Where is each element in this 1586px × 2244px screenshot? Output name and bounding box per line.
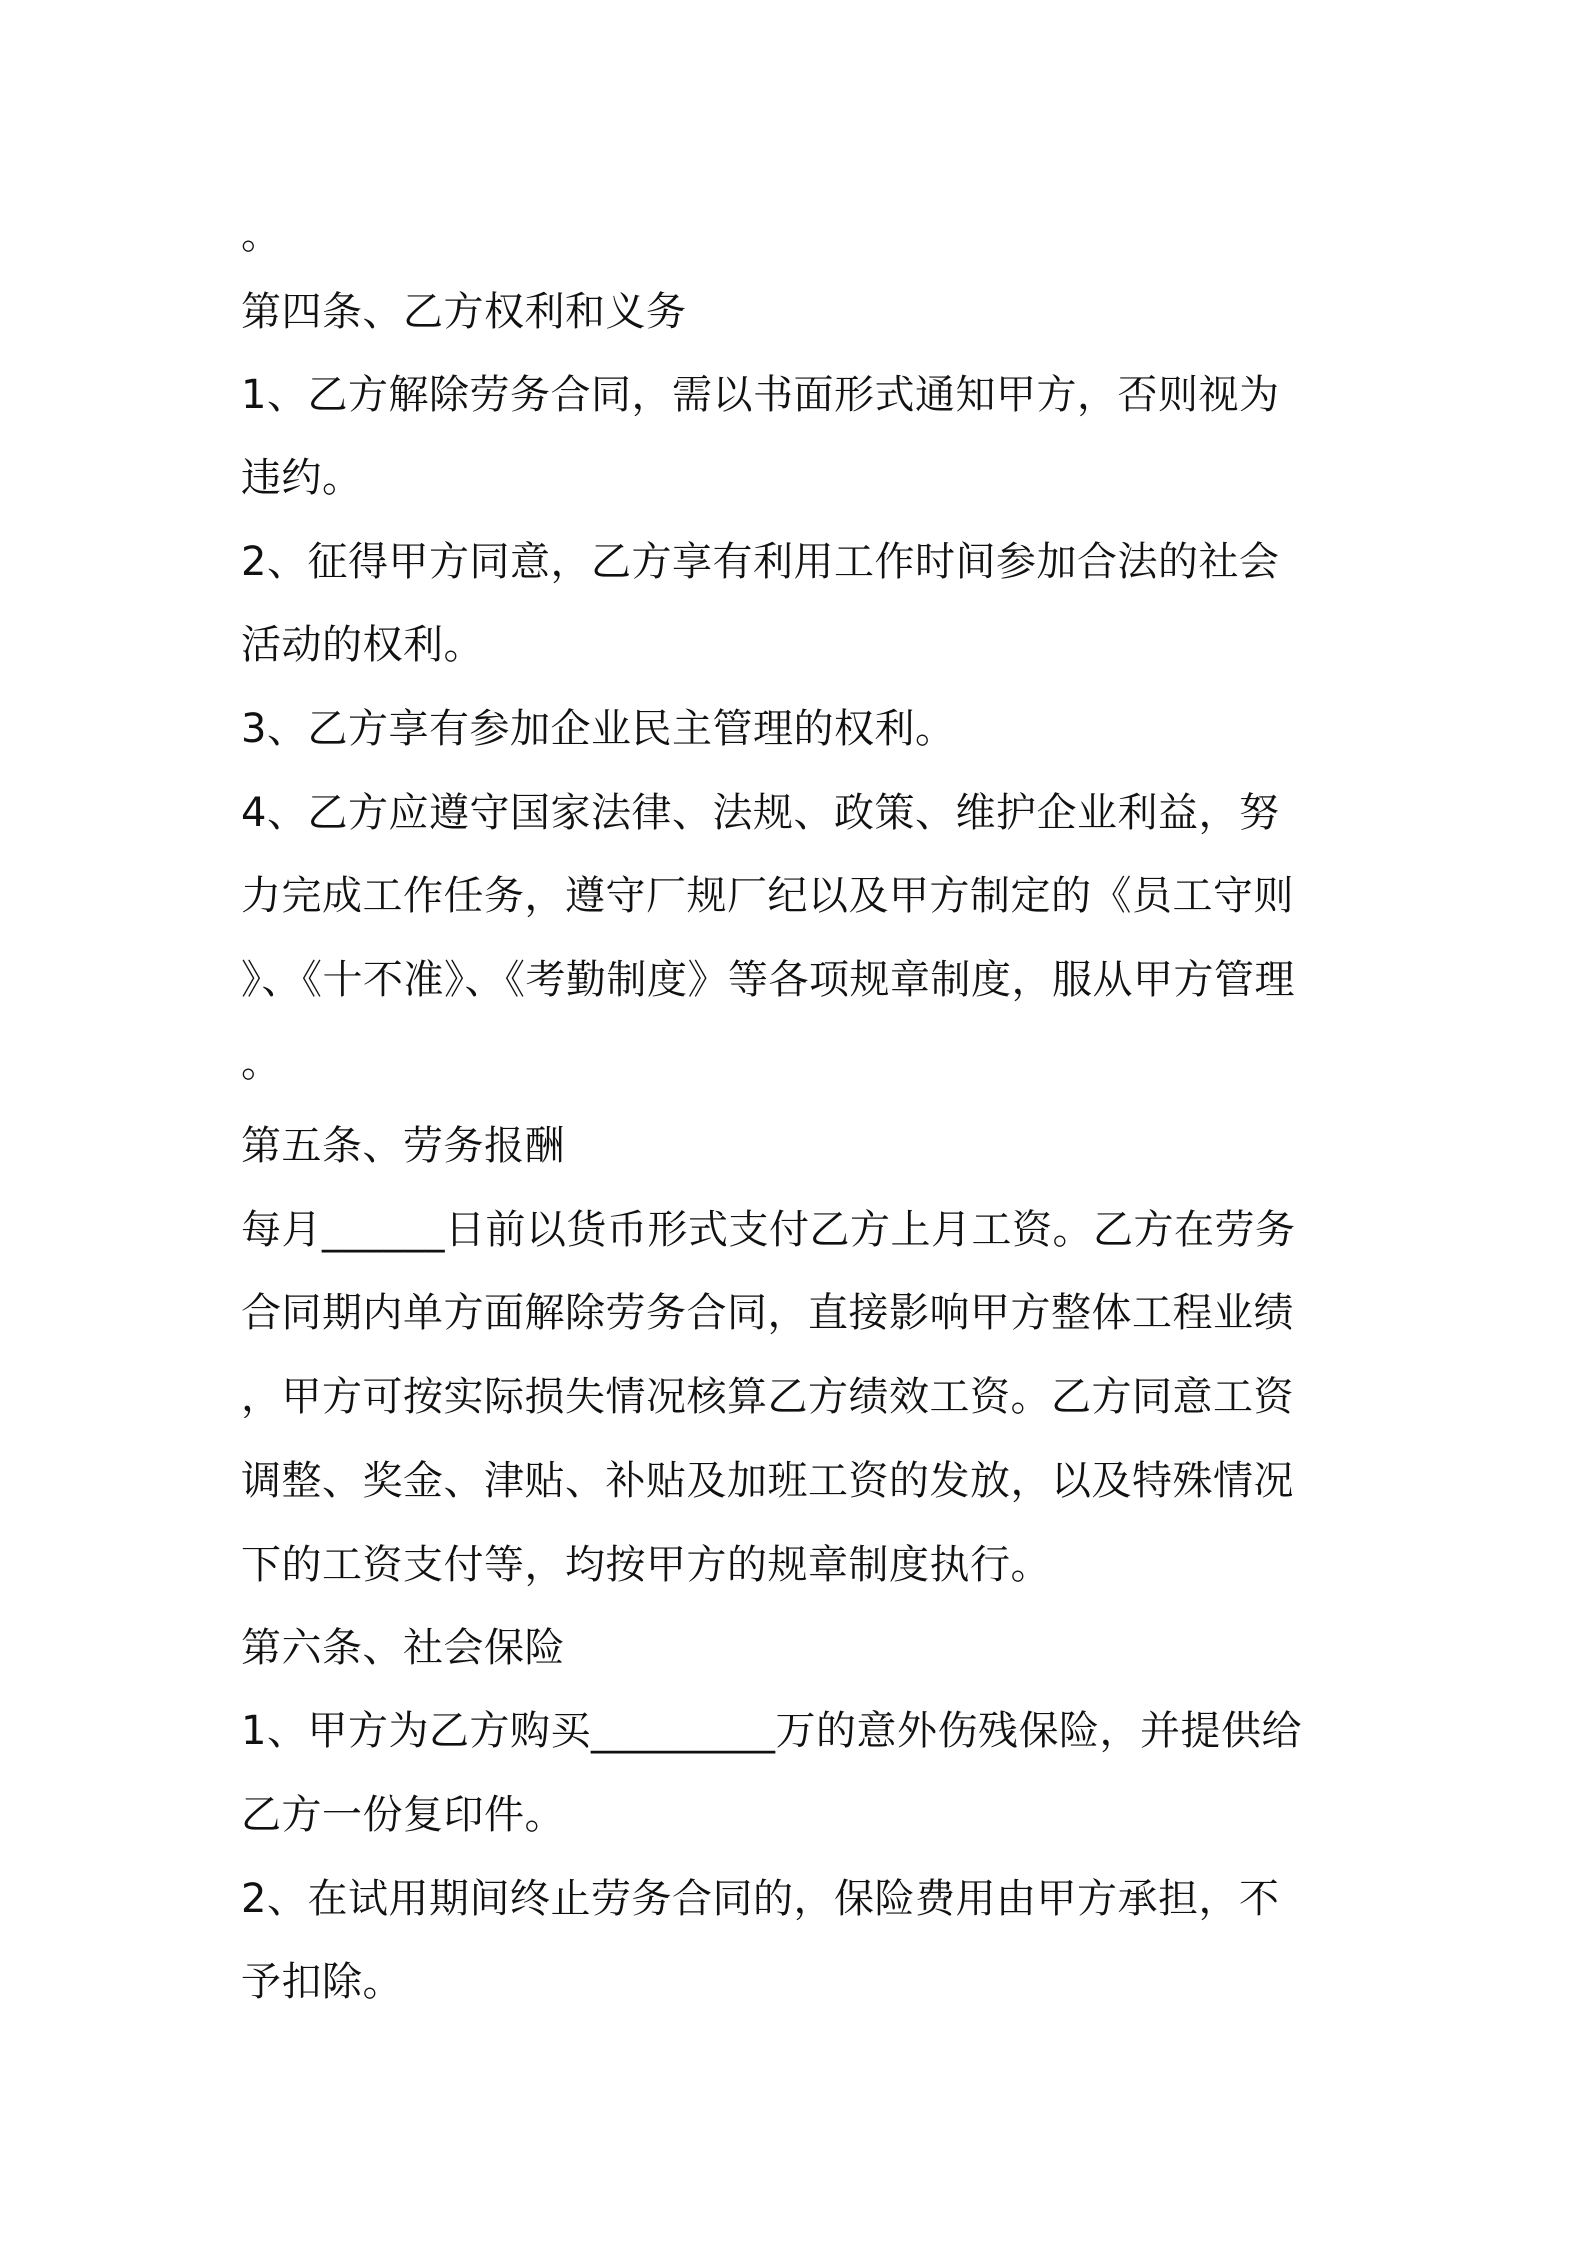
text-line: 3、乙方享有参加企业民主管理的权利。 (241, 706, 956, 752)
text-line: 每月______日前以货币形式支付乙方上月工资。乙方在劳务 (241, 1207, 1296, 1253)
text-line: 》、《十不准》、《考勤制度》等各项规章制度，服从甲方管理 (241, 957, 1295, 1003)
text-line: ，甲方可按实际损失情况核算乙方绩效工资。乙方同意工资 (241, 1374, 1294, 1420)
text-line: 2、征得甲方同意，乙方享有利用工作时间参加合法的社会 (241, 539, 1280, 585)
section-heading: 第六条、社会保险 (241, 1625, 565, 1671)
text-line: 调整、奖金、津贴、补贴及加班工资的发放，以及特殊情况 (241, 1458, 1294, 1504)
text-line: 违约。 (241, 455, 363, 501)
section-heading: 第五条、劳务报酬 (241, 1123, 565, 1169)
text-line: 力完成工作任务，遵守厂规厂纪以及甲方制定的《员工守则 (241, 873, 1294, 919)
text-line: 4、乙方应遵守国家法律、法规、政策、维护企业利益，努 (241, 790, 1280, 836)
text-line: 乙方一份复印件。 (241, 1792, 565, 1838)
text-line: 。 (241, 1040, 282, 1086)
text-line: 2、在试用期间终止劳务合同的，保险费用由甲方承担，不 (241, 1876, 1280, 1922)
text-line: 1、乙方解除劳务合同，需以书面形式通知甲方，否则视为 (241, 372, 1280, 418)
text-line: 。 (241, 212, 282, 258)
text-line: 活动的权利。 (241, 622, 484, 668)
text-line: 下的工资支付等，均按甲方的规章制度执行。 (241, 1542, 1051, 1588)
text-line: 1、甲方为乙方购买_________万的意外伤残保险，并提供给 (241, 1708, 1302, 1754)
text-line: 予扣除。 (241, 1959, 403, 2005)
section-heading: 第四条、乙方权利和义务 (241, 289, 687, 335)
text-line: 合同期内单方面解除劳务合同，直接影响甲方整体工程业绩 (241, 1290, 1294, 1336)
